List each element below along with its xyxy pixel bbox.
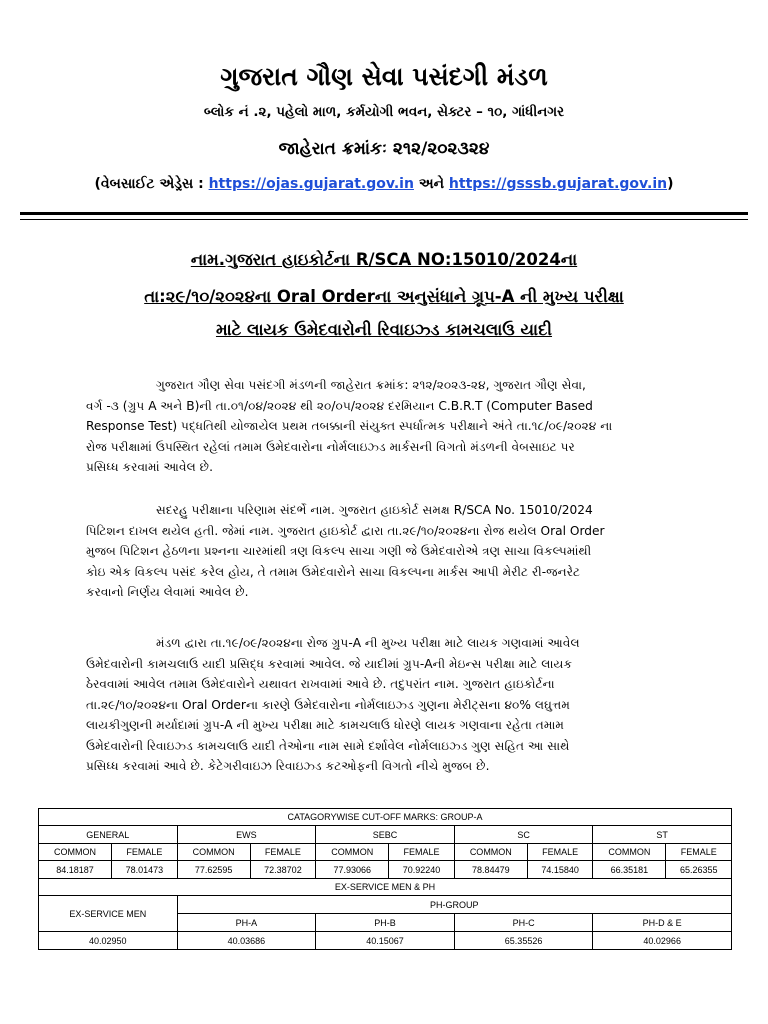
ex-ph-title: EX-SERVICE MEN & PH: [39, 879, 732, 896]
org-name: ગુજરાત ગૌણ સેવા પસંદગી મંડળ: [220, 62, 548, 91]
category-header: GENERAL: [39, 826, 178, 844]
header-divider-thick: [20, 212, 748, 215]
subject-line-2: [0, 287, 768, 307]
table-row: [39, 826, 732, 844]
ph-label: PH-B: [316, 914, 455, 932]
table-row: [39, 861, 732, 879]
category-header: SEBC: [316, 826, 455, 844]
paragraph-line: પ્રસિધ્ધ કરવામાં આવે છે. કેટેગરીવાઇઝ રિવાઇઝ્ડ કટઓફની વિગતો નીચે મુજબ છે.: [86, 759, 490, 773]
paragraph-line: મંડળ દ્વારા તા.૧૯/૦૯/૨૦૨૪ના રોજ ગ્રુપ-A ની મુખ્ય પરીક્ષા માટે લાયક ગણવામાં આવેલ: [156, 636, 580, 650]
cutoff-table: [38, 808, 732, 950]
subheader-cell: COMMON: [593, 844, 666, 861]
subject-line-3-text: માટે લાયક ઉમેદવારોની રિવાઇઝ્ડ કામચલાઉ યાદી: [215, 320, 553, 339]
ph-label: PH-D & E: [593, 914, 732, 932]
cutoff-value: 78.84479: [454, 861, 527, 879]
category-header: SC: [454, 826, 593, 844]
category-header: EWS: [177, 826, 316, 844]
cutoff-value: 77.62595: [177, 861, 250, 879]
ex-service-value: 40.02950: [39, 932, 178, 950]
paragraph-line: કોઇ એક વિકલ્પ પસંદ કરેલ હોય, તે તમામ ઉમેદવારોને સાચા વિકલ્પના માર્કસ આપી મેરીટ રી-જનરેટ: [86, 564, 581, 579]
website-link-ojas[interactable]: https://ojas.gujarat.gov.in: [208, 176, 414, 192]
paragraph-line: લાયકીગુણની મર્યાદામાં ગ્રુપ-A ની મુખ્ય પરીક્ષા માટે કામચલાઉ ધોરણે લાયક ગણવાના રહેતા તમામ: [86, 718, 565, 732]
paragraph-line: ગુજરાત ગૌણ સેવા પસંદગી મંડળની જાહેરાત ક્રમાંક: ૨૧૨/૨૦૨૩-૨૪, ગુજરાત ગૌણ સેવા,: [156, 378, 586, 392]
header-divider-thin: [20, 219, 748, 220]
subheader-cell: COMMON: [39, 844, 112, 861]
ph-value: 40.15067: [316, 932, 455, 950]
cutoff-value: 84.18187: [39, 861, 112, 879]
cutoff-value: 66.35181: [593, 861, 666, 879]
subject-line-1: [0, 250, 768, 270]
ph-value: 65.35526: [454, 932, 593, 950]
table-row: [39, 896, 732, 914]
table-row: [39, 932, 732, 950]
paragraph-line: સદરહુ પરીક્ષાના પરિણામ સંદર્ભે નામ. ગુજરાત હાઇકોર્ટ સમક્ષ R/SCA No. 15010/2024: [156, 503, 593, 517]
website-link-gsssb[interactable]: https://gsssb.gujarat.gov.in: [448, 176, 668, 192]
paragraph-line: વર્ગ -૩ (ગ્રુપ A અને B)ની તા.૦૧/૦૪/૨૦૨૪ થી ૨૦/૦૫/૨૦૨૪ દરમિયાન C.B.R.T (Computer Based: [86, 398, 593, 413]
advertisement-number: જાહેરાત ક્રમાંકઃ ૨૧૨/૨૦૨૩૨૪: [278, 139, 490, 159]
paragraph-line: Response Test) પદ્ધતિથી યોજાયેલ પ્રથમ તબક્કાની સંયુક્ત સ્પર્ધાત્મક પરીક્ષાને અંતે તા.૧૮/૦૯/૨૦૨૪ ના: [86, 419, 613, 433]
paragraph-line: ઉમેદવારોની રિવાઇઝ્ડ કામચલાઉ યાદી તેઓના નામ સામે દર્શાવેલ નોર્મલાઇઝ્ડ ગુણ સહિત આ સાથે: [86, 738, 570, 753]
paragraph-line: મુજબ પિટિશન હેઠળના પ્રશ્નના ચારમાંથી ત્રણ વિકલ્પ સાચા ગણી જે ઉમેદવારોએ ત્રણ સાચા વિકલ્પમાંથી: [86, 544, 592, 558]
cutoff-value: 77.93066: [316, 861, 389, 879]
paragraph-line: પિટિશન દાખલ થયેલ હતી. જેમાં નામ. ગુજરાત હાઇકોર્ટ દ્વારા તા.૨૯/૧૦/૨૦૨૪ના રોજ થયેલ Oral Order: [86, 523, 605, 538]
org-address: બ્લોક નં .૨, પહેલો માળ, કર્મયોગી ભવન, સેક્ટર – ૧૦, ગાંધીનગર: [203, 104, 565, 120]
cutoff-value: 78.01473: [112, 861, 178, 879]
paragraph-line: ઉમેદવારોની કામચલાઉ યાદી પ્રસિદ્ધ કરવામાં આવેલ. જે યાદીમાં ગ્રુપ-Aની મેઇન્સ પરીક્ષા માટે લાયક: [86, 656, 573, 671]
subheader-cell: FEMALE: [666, 844, 732, 861]
cutoff-value: 74.15840: [527, 861, 593, 879]
website-prefix: (વેબસાઈટ એડ્રેસ :: [94, 176, 209, 192]
subheader-cell: FEMALE: [250, 844, 316, 861]
paragraph-line: પ્રસિધ્ધ કરવામાં આવેલ છે.: [86, 460, 213, 474]
website-mid: અને: [413, 176, 449, 192]
subject-line-2-text: તા:૨૯/૧૦/૨૦૨૪ના Oral Orderના અનુસંધાને ગ્રૂપ-A ની મુખ્ય પરીક્ષા: [144, 287, 624, 306]
website-suffix: ): [667, 176, 674, 192]
subheader-cell: FEMALE: [527, 844, 593, 861]
ph-value: 40.02966: [593, 932, 732, 950]
subheader-cell: COMMON: [316, 844, 389, 861]
subject-line-1-text: નામ.ગુજરાત હાઇકોર્ટના R/SCA NO:15010/2024ના: [190, 250, 578, 269]
table-row: [39, 844, 732, 861]
category-header: ST: [593, 826, 732, 844]
paragraph-1: [86, 375, 722, 478]
paragraph-2: [86, 500, 722, 603]
ex-service-label: EX-SERVICE MEN: [39, 896, 178, 932]
cutoff-value: 65.26355: [666, 861, 732, 879]
subheader-cell: FEMALE: [389, 844, 455, 861]
ph-group-title: PH-GROUP: [177, 896, 731, 914]
paragraph-line: ઠેરવવામાં આવેલ તમામ ઉમેદવારોને યથાવત રાખવામાં આવે છે. તદુપરાંત નામ. ગુજરાત હાઇકોર્ટના: [86, 677, 555, 691]
website-line: [0, 176, 768, 192]
paragraph-3: [86, 633, 722, 777]
cutoff-value: 70.92240: [389, 861, 455, 879]
table-title: CATAGORYWISE CUT-OFF MARKS: GROUP-A: [39, 809, 732, 826]
subheader-cell: COMMON: [454, 844, 527, 861]
table-row: [39, 879, 732, 896]
subheader-cell: COMMON: [177, 844, 250, 861]
cutoff-value: 72.38702: [250, 861, 316, 879]
paragraph-line: તા.૨૯/૧૦/૨૦૨૪ના Oral Orderના કારણે ઉમેદવારોના નોર્મલાઇઝ્ડ ગુણના મેરીટ્સના ૪૦% લઘુત્તમ: [86, 697, 570, 712]
ph-label: PH-C: [454, 914, 593, 932]
ph-label: PH-A: [177, 914, 316, 932]
paragraph-line: કરવાનો નિર્ણય લેવામાં આવેલ છે.: [86, 585, 249, 599]
subject-line-3: [0, 320, 768, 340]
ph-value: 40.03686: [177, 932, 316, 950]
subheader-cell: FEMALE: [112, 844, 178, 861]
paragraph-line: રોજ પરીક્ષામાં ઉપસ્થિત રહેલાં તમામ ઉમેદવારોના નોર્મલાઇઝ્ડ માર્કસની વિગતો મંડળની વેબસાઇટ પર: [86, 439, 575, 454]
table-row: [39, 809, 732, 826]
